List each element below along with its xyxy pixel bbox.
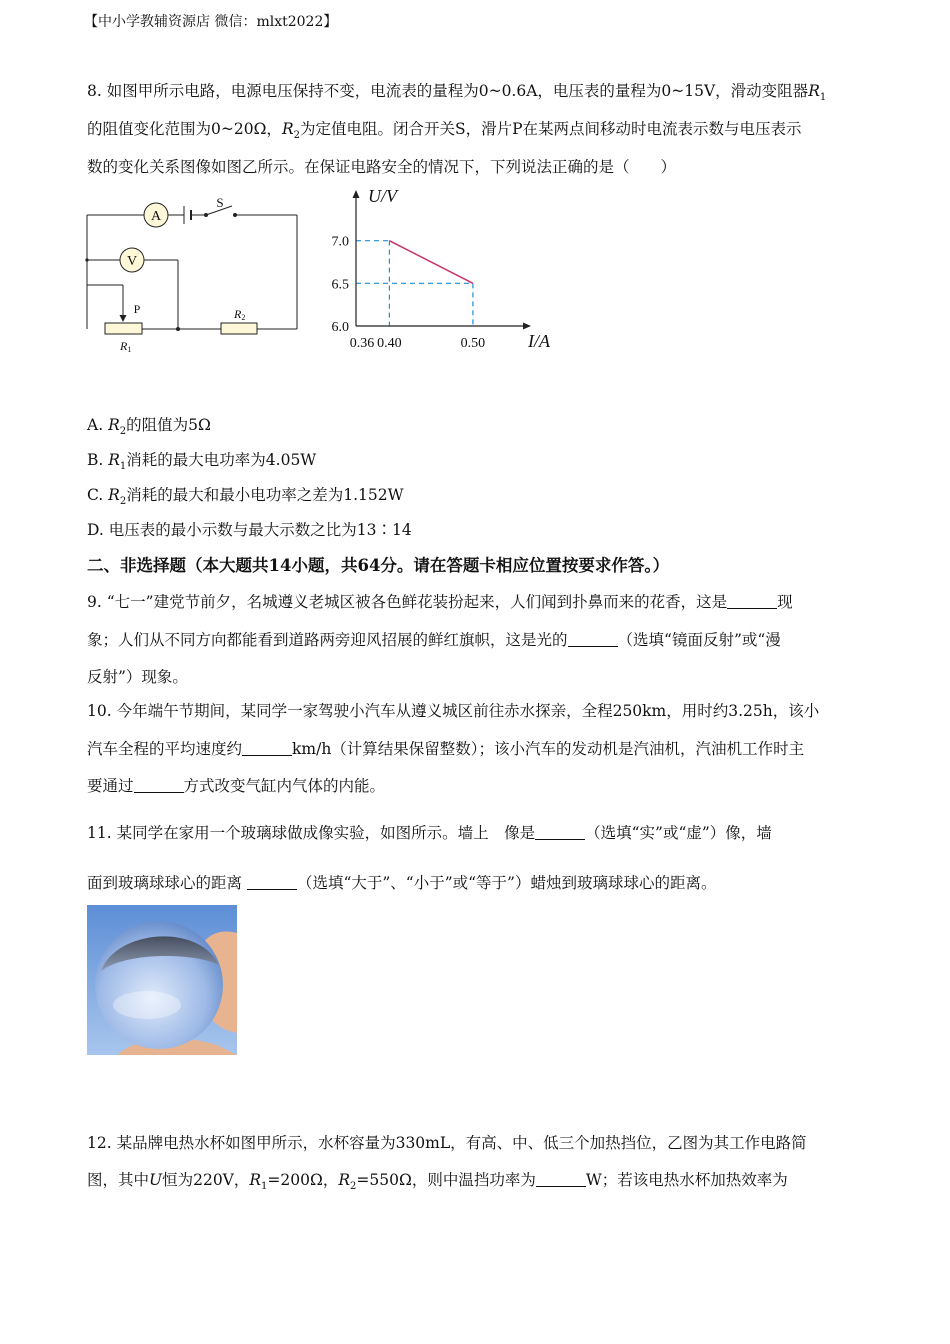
q9-line2: 象；人们从不同方向都能看到道路两旁迎风招展的鲜红旗帜，这是光的 （选填“镜面反射”或“漫 [87, 631, 781, 649]
circuit-diagram [80, 190, 310, 365]
option-c: C. $R_2$消耗的最大和最小电功率之差为1.152W [87, 486, 404, 508]
voltmeter-label: V [126, 254, 138, 269]
q10-line2: 汽车全程的平均速度约 km/h（计算结果保留整数）；该小汽车的发动机是汽油机，汽油机工作时主 [87, 740, 805, 758]
answer-blank[interactable] [134, 778, 184, 793]
switch-contact [234, 214, 237, 217]
answer-blank[interactable] [568, 632, 618, 647]
q11-line2: 面到玻璃球球心的距离 （选填“大于”、“小于”或“等于”）蜡烛到玻璃球球心的距离。 [87, 874, 717, 892]
option-b: B. $R_1$消耗的最大电功率为4.05W [87, 451, 317, 473]
answer-blank[interactable] [727, 594, 777, 609]
chart-ticks [332, 235, 486, 351]
y-axis-arrow [353, 190, 360, 198]
ammeter-label: A [150, 209, 162, 224]
answer-blank[interactable] [247, 875, 297, 890]
q8-line1: 8. 如图甲所示电路，电源电压保持不变，电流表的量程为0~0.6A，电压表的量程为0~15V，滑动变阻器$R_1$ [87, 82, 827, 104]
glass-ball-photo [87, 905, 237, 1055]
header-watermark: 【中小学教辅资源店 微信：mlxt2022】 [84, 14, 338, 30]
junction-dot-left [85, 258, 88, 261]
r2-label: R2 [234, 307, 246, 322]
x-axis-label: I/A [528, 331, 550, 351]
answer-blank[interactable] [536, 1172, 586, 1187]
ui-chart [318, 180, 568, 360]
switch-label: S [216, 195, 224, 210]
x-axis-arrow [523, 323, 531, 330]
y-tick-label: 7.0 [331, 234, 349, 250]
q8-line2: 的阻值变化范围为0~20Ω，$R_2$为定值电阻。闭合开关S，滑片P在某两点间移动时电流表示数与电压表示 [87, 120, 802, 142]
x-tick-label: 0.36 [349, 336, 375, 351]
q10-line3: 要通过 方式改变气缸内气体的内能。 [87, 777, 386, 795]
answer-blank[interactable] [242, 741, 292, 756]
x-tick-label: 0.50 [460, 336, 486, 351]
y-tick-label: 6.0 [331, 320, 349, 335]
section-title: 二、非选择题（本大题共14小题，共64分。请在答题卡相应位置按要求作答。） [87, 556, 670, 575]
junction-dot [176, 327, 180, 331]
chart-series [389, 241, 473, 284]
q11-line1: 11. 某同学在家用一个玻璃球做成像实验，如图所示。墙上 像是 （选填“实”或“虚”）像，墙 [87, 824, 772, 842]
y-tick-label: 6.5 [331, 277, 349, 293]
q12-line1: 12. 某品牌电热水杯如图甲所示，水杯容量为330mL，有高、中、低三个加热挡位，乙图为其工作电路简 [87, 1134, 807, 1152]
q9-line3: 反射”）现象。 [87, 668, 188, 686]
answer-blank[interactable] [535, 825, 585, 840]
x-tick-label: 0.40 [377, 336, 402, 351]
q10-line1: 10. 今年端午节期间，某同学一家驾驶小汽车从遵义城区前往赤水探亲，全程250km，用时约3.25h，该小 [87, 702, 820, 720]
y-axis-label: U/V [368, 186, 397, 206]
resistor-r1 [105, 323, 142, 334]
slider-label: P [133, 302, 141, 316]
q8-line3: 数的变化关系图像如图乙所示。在保证电路安全的情况下，下列说法正确的是（ ） [87, 158, 677, 176]
slider-arrow [120, 315, 127, 322]
resistor-r2 [221, 323, 257, 334]
r1-label: R1 [120, 339, 132, 354]
option-a: A. $R_2$的阻值为5Ω [87, 416, 211, 438]
q9-line1: 9. “七一”建党节前夕，名城遵义老城区被各色鲜花装扮起来，人们闻到扑鼻而来的花香，这是 现 [87, 593, 793, 611]
series-line-segment [389, 241, 473, 284]
option-d: D. 电压表的最小示数与最大示数之比为13∶14 [87, 521, 412, 539]
photo-highlight [113, 991, 181, 1019]
q12-line2: 图，其中U恒为220V，$R_1=200\Omega$，$R_2=550\Omega$，则中温挡功率为 W；若该电热水杯加热效率为 [87, 1171, 788, 1193]
